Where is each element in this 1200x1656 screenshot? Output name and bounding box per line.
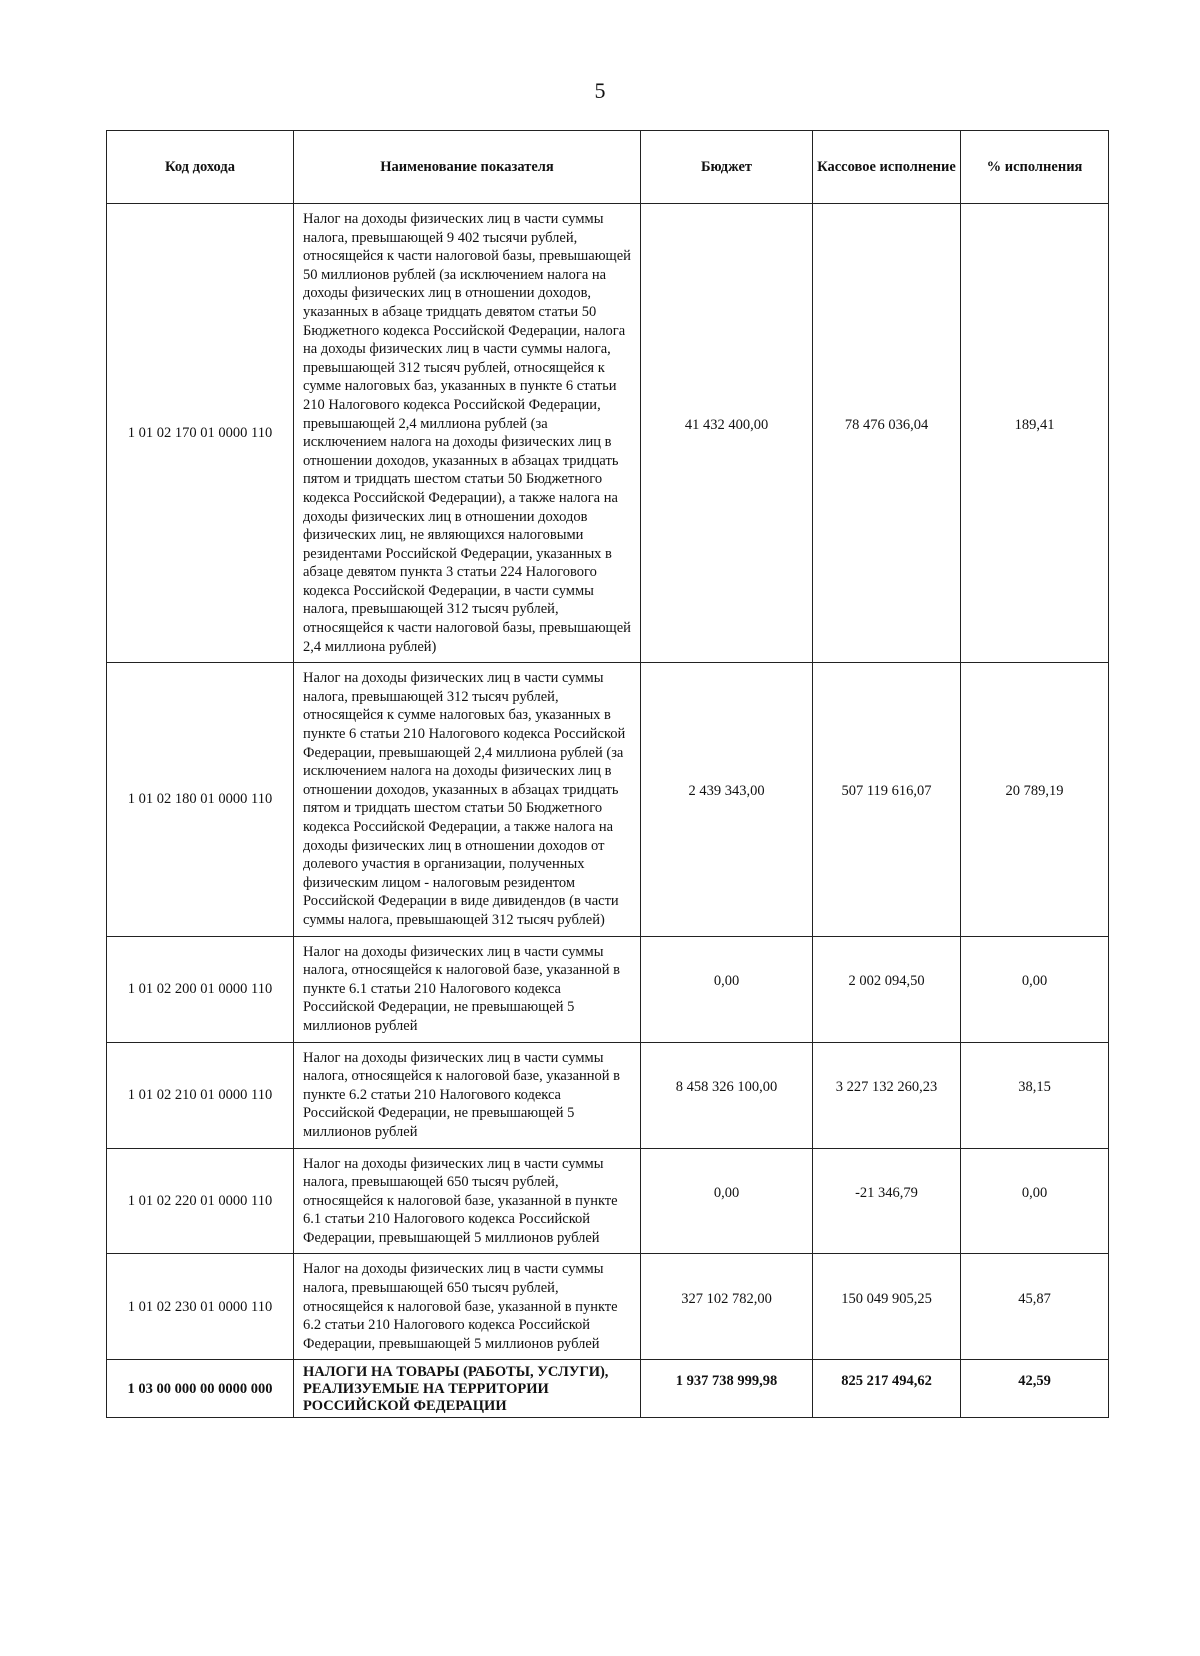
indicator-name: Налог на доходы физических лиц в части суммы налога, превышающей 650 тысяч рублей, относящейся к налоговой базе, указанной в пункте 6.2 статьи 210 Налогового кодекса Российской Федерации, превышающей 5 миллионов рублей bbox=[294, 1254, 641, 1360]
cash-execution-value bbox=[813, 936, 961, 1042]
percent-execution-value bbox=[961, 936, 1109, 1042]
percent-execution-value bbox=[961, 1254, 1109, 1360]
percent-execution-value bbox=[961, 204, 1109, 663]
table-row bbox=[107, 1042, 1109, 1148]
cash-execution-text: -21 346,79 bbox=[855, 1184, 918, 1201]
cash-execution-value bbox=[813, 1360, 961, 1418]
income-code: 1 01 02 230 01 0000 110 bbox=[107, 1254, 294, 1360]
cash-execution-text: 2 002 094,50 bbox=[848, 972, 925, 989]
cash-execution-text: 825 217 494,62 bbox=[841, 1372, 932, 1389]
income-code: 1 03 00 000 00 0000 000 bbox=[107, 1360, 294, 1418]
table-row bbox=[107, 663, 1109, 936]
percent-execution-text: 42,59 bbox=[1018, 1372, 1051, 1389]
indicator-name: Налог на доходы физических лиц в части суммы налога, превышающей 312 тысяч рублей, относящейся к сумме налоговых баз, указанных в пункте 6 статьи 210 Налогового кодекса Российской Федерации, превышающей 2,4 миллиона рублей (за исключением налога на доходы физических лиц в отношении доходов, указанных в абзацах тридцать пятом и тридцать шестом статьи 50 Бюджетного кодекса Российской Федерации, а также налога на доходы физических лиц в отношении доходов от долевого участия в организации, полученных физическим лицом - налоговым резидентом Российской Федерации в виде дивидендов (в части суммы налога, превышающей 312 тысяч рублей) bbox=[294, 663, 641, 936]
revenue-table bbox=[106, 130, 1109, 1418]
table-row bbox=[107, 1254, 1109, 1360]
percent-execution-text: 38,15 bbox=[1018, 1078, 1051, 1095]
cash-execution-value bbox=[813, 1148, 961, 1254]
cash-execution-text: 150 049 905,25 bbox=[841, 1290, 932, 1307]
table-row-total bbox=[107, 1360, 1109, 1418]
percent-execution-value bbox=[961, 1360, 1109, 1418]
indicator-name: НАЛОГИ НА ТОВАРЫ (РАБОТЫ, УСЛУГИ), РЕАЛИЗУЕМЫЕ НА ТЕРРИТОРИИ РОССИЙСКОЙ ФЕДЕРАЦИИ bbox=[294, 1360, 641, 1418]
budget-value bbox=[641, 204, 813, 663]
income-code: 1 01 02 210 01 0000 110 bbox=[107, 1042, 294, 1148]
budget-value bbox=[641, 1042, 813, 1148]
page-number: 5 bbox=[594, 78, 606, 103]
cash-execution-text: 78 476 036,04 bbox=[844, 416, 929, 433]
header-code: Код дохода bbox=[107, 131, 294, 204]
income-code: 1 01 02 200 01 0000 110 bbox=[107, 936, 294, 1042]
percent-execution-value bbox=[961, 1042, 1109, 1148]
budget-value-text: 0,00 bbox=[713, 972, 740, 989]
cash-execution-value bbox=[813, 1042, 961, 1148]
percent-execution-value bbox=[961, 663, 1109, 936]
indicator-name: Налог на доходы физических лиц в части суммы налога, относящейся к налоговой базе, указанной в пункте 6.2 статьи 210 Налогового кодекса Российской Федерации, не превышающей 5 миллионов рублей bbox=[294, 1042, 641, 1148]
budget-value bbox=[641, 1360, 813, 1418]
budget-value bbox=[641, 1254, 813, 1360]
header-percent-execution: % исполнения bbox=[961, 131, 1109, 204]
income-code: 1 01 02 220 01 0000 110 bbox=[107, 1148, 294, 1254]
budget-value bbox=[641, 1148, 813, 1254]
indicator-name: Налог на доходы физических лиц в части суммы налога, превышающей 650 тысяч рублей, относящейся к налоговой базе, указанной в пункте 6.1 статьи 210 Налогового кодекса Российской Федерации, превышающей 5 миллионов рублей bbox=[294, 1148, 641, 1254]
cash-execution-value bbox=[813, 663, 961, 936]
header-budget: Бюджет bbox=[641, 131, 813, 204]
percent-execution-text: 20 789,19 bbox=[1005, 783, 1064, 800]
percent-execution-text: 45,87 bbox=[1018, 1290, 1051, 1307]
budget-value-text: 2 439 343,00 bbox=[688, 783, 765, 800]
cash-execution-value bbox=[813, 1254, 961, 1360]
header-cash-execution: Кассовое исполнение bbox=[813, 131, 961, 204]
budget-value bbox=[641, 663, 813, 936]
budget-value-text: 0,00 bbox=[713, 1184, 740, 1201]
cash-execution-value bbox=[813, 204, 961, 663]
table-header-row bbox=[107, 131, 1109, 204]
percent-execution-value bbox=[961, 1148, 1109, 1254]
percent-execution-text: 0,00 bbox=[1021, 972, 1048, 989]
table-row bbox=[107, 936, 1109, 1042]
percent-execution-text: 189,41 bbox=[1014, 416, 1055, 433]
budget-value-text: 1 937 738 999,98 bbox=[675, 1372, 778, 1389]
income-code: 1 01 02 180 01 0000 110 bbox=[107, 663, 294, 936]
budget-value bbox=[641, 936, 813, 1042]
header-name: Наименование показателя bbox=[294, 131, 641, 204]
income-code: 1 01 02 170 01 0000 110 bbox=[107, 204, 294, 663]
table-row bbox=[107, 1148, 1109, 1254]
indicator-name: Налог на доходы физических лиц в части суммы налога, превышающей 9 402 тысячи рублей, относящейся к части налоговой базы, превышающей 50 миллионов рублей (за исключением налога на доходы физических лиц в отношении доходов, указанных в абзаце тридцать девятом статьи 50 Бюджетного кодекса Российской Федерации, налога на доходы физических лиц в части суммы налога, превышающей 312 тысяч рублей, относящейся к сумме налоговых баз, указанных в пункте 6 статьи 210 Налогового кодекса Российской Федерации, превышающей 2,4 миллиона рублей (за исключением налога на доходы физических лиц в отношении доходов, указанных в абзацах тридцать пятом и тридцать шестом статьи 50 Бюджетного кодекса Российской Федерации), а также налога на доходы физических лиц в отношении доходов физических лиц, не являющихся налоговыми резидентами Российской Федерации, указанных в абзаце девятом пункта 3 статьи 224 Налогового кодекса Российской Федерации, в части суммы налога, превышающей 312 тысяч рублей, относящейся к части налоговой базы, превышающей 2,4 миллиона рублей) bbox=[294, 204, 641, 663]
cash-execution-text: 507 119 616,07 bbox=[841, 783, 932, 800]
cash-execution-text: 3 227 132 260,23 bbox=[835, 1078, 938, 1095]
budget-value-text: 8 458 326 100,00 bbox=[675, 1078, 778, 1095]
table-row bbox=[107, 204, 1109, 663]
budget-value-text: 41 432 400,00 bbox=[684, 416, 769, 433]
percent-execution-text: 0,00 bbox=[1021, 1184, 1048, 1201]
budget-value-text: 327 102 782,00 bbox=[681, 1290, 772, 1307]
indicator-name: Налог на доходы физических лиц в части суммы налога, относящейся к налоговой базе, указанной в пункте 6.1 статьи 210 Налогового кодекса Российской Федерации, не превышающей 5 миллионов рублей bbox=[294, 936, 641, 1042]
